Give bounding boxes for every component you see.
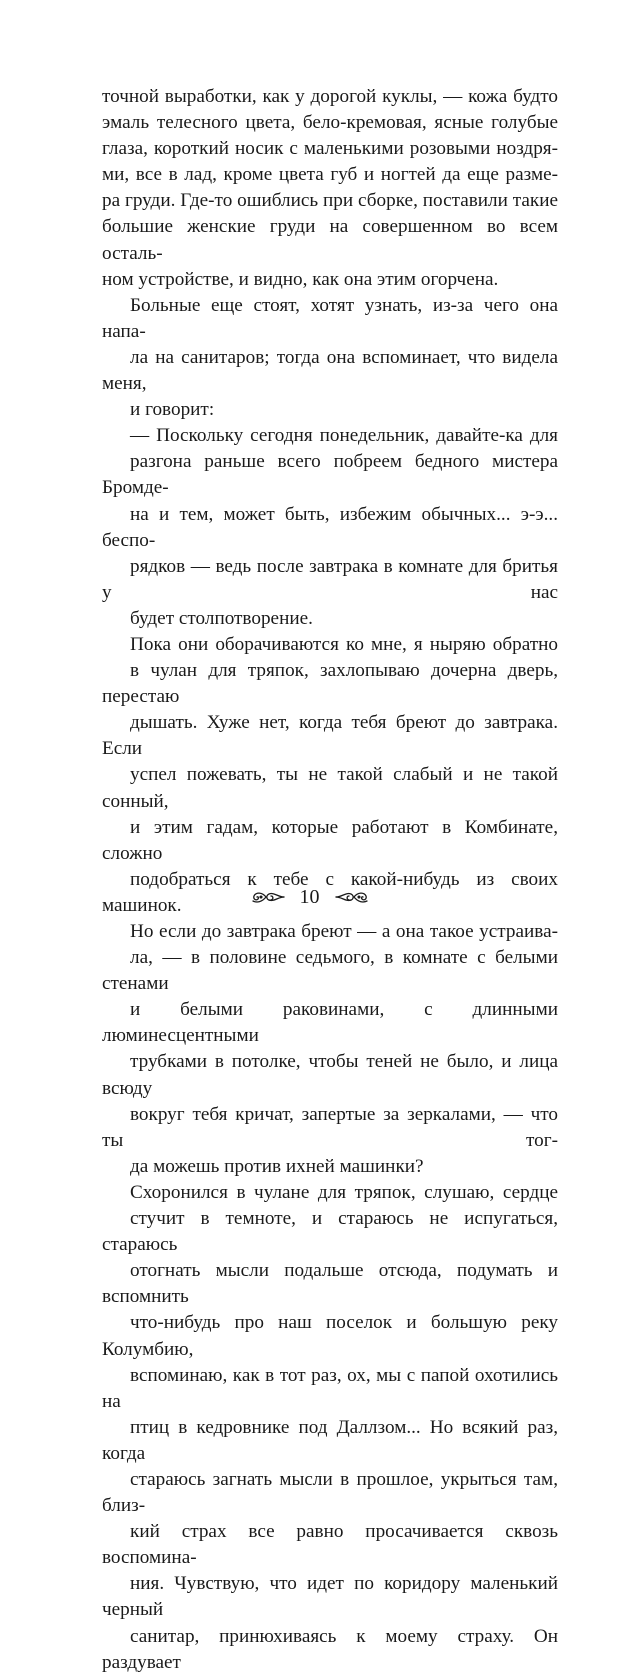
text-line: ла, — в половине седьмого, в комнате с белыми стенами	[102, 947, 558, 995]
text-line: на и тем, может быть, избежим обычных... э-э... беспо-	[102, 503, 558, 551]
text-line: Больные еще стоят, хотят узнать, из-за чего она напа-	[102, 294, 558, 342]
text-line: трубками в потолке, чтобы теней не было, и лица всюду	[102, 1051, 558, 1099]
paragraph	[102, 293, 558, 423]
text-line: да можешь против ихней машинки?	[130, 1155, 424, 1177]
ornament-left-icon	[250, 888, 286, 906]
text-line: отогнать мысли подальше отсюда, подумать и вспомнить	[102, 1260, 558, 1308]
text-line: стучит в темноте, и стараюсь не испугаться, стараюсь	[102, 1208, 558, 1256]
text-line: вспоминаю, как в тот раз, ох, мы с папой охотились на	[102, 1364, 558, 1412]
text-line: успел пожевать, ты не такой слабый и не такой сонный,	[102, 764, 558, 812]
text-line: Схоронился в чулане для тряпок, слушаю, сердце	[130, 1181, 558, 1203]
text-line: и этим гадам, которые работают в Комбинате, сложно	[102, 816, 558, 864]
text-line: точной выработки, как у дорогой куклы, — кожа будто	[102, 86, 558, 107]
text-line: что-нибудь про наш поселок и большую реку Колумбию,	[102, 1312, 558, 1360]
text-line: эмаль телесного цвета, бело-кремовая, ясные голубые	[102, 112, 558, 134]
text-line: большие женские груди на совершенном во всем осталь-	[102, 216, 558, 264]
text-line: ном устройстве, и видно, как она этим огорчена.	[102, 268, 499, 290]
page-number: 10	[299, 886, 320, 908]
page-body	[102, 84, 558, 1676]
paragraph	[102, 1180, 558, 1676]
text-line: и белыми раковинами, с длинными люминесцентными	[102, 999, 558, 1047]
text-line: — Поскольку сегодня понедельник, давайте-ка для	[130, 425, 558, 447]
text-line: дышать. Хуже нет, когда тебя бреют до завтрака. Если	[102, 712, 558, 760]
text-line: ния. Чувствую, что идет по коридору маленький черный	[102, 1573, 558, 1621]
paragraph	[102, 84, 558, 293]
text-line: в чулан для тряпок, захлопываю дочерна дверь, перестаю	[102, 660, 558, 708]
text-line: ла на санитаров; тогда она вспоминает, что видела меня,	[102, 346, 558, 395]
text-line: ми, все в лад, кроме цвета губ и ногтей да еще разме-	[102, 164, 558, 186]
text-line: подобраться к тебе с какой-нибудь из своих машинок.	[102, 868, 558, 916]
text-line: кий страх все равно просачивается сквозь воспомина-	[102, 1521, 558, 1569]
text-line: глаза, короткий носик с маленькими розовыми ноздря-	[102, 138, 558, 160]
paragraph	[102, 423, 558, 632]
text-line: стараюсь загнать мысли в прошлое, укрыться там, близ-	[102, 1468, 558, 1517]
text-line: санитар, принюхиваясь к моему страху. Он раздувает	[102, 1625, 558, 1673]
text-line: будет столпотворение.	[130, 607, 313, 629]
ornament-right-icon	[334, 888, 370, 906]
text-line: птиц в кедровнике под Даллзом... Но всякий раз, когда	[102, 1416, 558, 1464]
text-line: разгона раньше всего побреем бедного мистера Бромде-	[102, 451, 558, 499]
text-line: рядков — ведь после завтрака в комнате для бритья у нас	[102, 555, 558, 603]
text-line: Пока они оборачиваются ко мне, я ныряю обратно	[130, 633, 558, 655]
text-line: ра груди. Где-то ошиблись при сборке, поставили такие	[102, 190, 558, 212]
text-line: Но если до завтрака бреют — а она такое устраива-	[130, 921, 558, 942]
page-footer	[0, 885, 619, 909]
text-line: вокруг тебя кричат, запертые за зеркалами, — что ты тог-	[102, 1103, 558, 1151]
text-line: и говорит:	[130, 399, 215, 421]
